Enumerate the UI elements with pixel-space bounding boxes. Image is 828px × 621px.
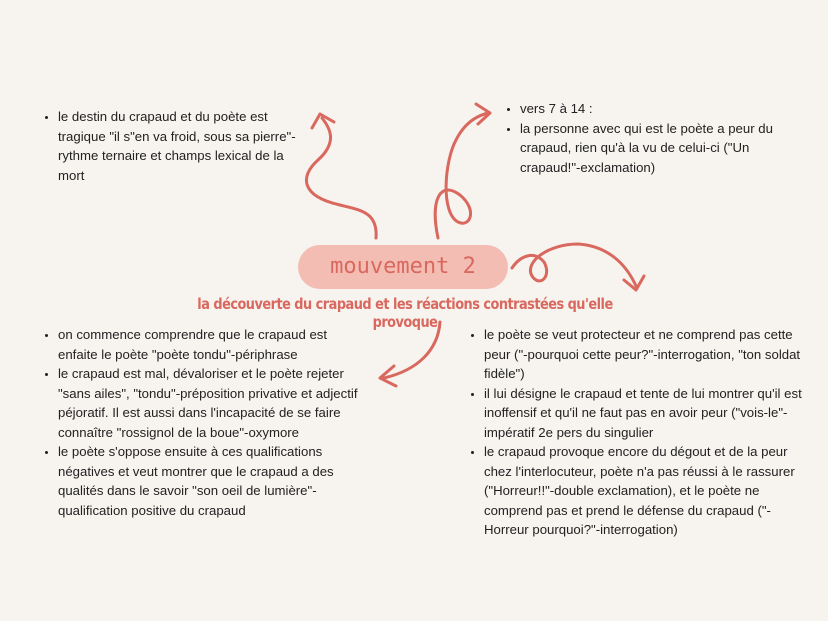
central-subtitle: la découverte du crapaud et les réactions contrastées qu'elle provoque	[197, 295, 613, 331]
list-item: • la personne avec qui est le poète a peur du crapaud, rien qu'à la vu de celui-ci ("Un crapaud!"-exclamation)	[520, 119, 798, 178]
top-right-note	[498, 99, 798, 177]
list-item: • le poète s'oppose ensuite à ces qualifications négatives et veut montrer que le crapaud a des qualités dans le savoir "son oeil de lumière"- qualification positive du crapaud	[58, 442, 366, 520]
list-item: • il lui désigne le crapaud et tente de lui montrer qu'il est inoffensif et qu'il ne faut pas en avoir peur ("vois-le"-impératif 2e pers du singulier	[484, 384, 802, 443]
list-item: • le crapaud provoque encore du dégout et de la peur chez l'interlocuteur, poète n'a pas réussi à le rassurer ("Horreur!!"-double exclamation), et le poète ne comprend pas et prend le défense du crapaud ("-Horreur pourquoi?"-interrogation)	[484, 442, 802, 540]
arrow-to-top-left	[306, 118, 376, 238]
list-item: • on commence comprendre que le crapaud est enfaite le poète "poète tondu"-périphrase	[58, 325, 366, 364]
central-node-title: mouvement 2	[330, 254, 476, 279]
top-left-note	[36, 107, 306, 185]
arrow-to-bottom-right	[512, 244, 636, 286]
list-item: • le destin du crapaud et du poète est tragique "il s"en va froid, sous sa pierre"- rythme ternaire et champs lexical de la mort	[58, 107, 306, 185]
list-item: • vers 7 à 14 :	[520, 99, 798, 119]
bottom-left-note	[36, 325, 366, 520]
arrow-to-top-right	[435, 113, 488, 238]
list-item: • le poète se veut protecteur et ne comprend pas cette peur ("-pourquoi cette peur?"-interrogation, "ton soldat fidèle")	[484, 325, 802, 384]
bottom-right-note	[462, 325, 802, 540]
list-item: • le crapaud est mal, dévaloriser et le poète rejeter "sans ailes", "tondu"-préposition privative et adjectif péjoratif. Il est aussi dans l'incapacité de se faire connaître "rossignol de la boue"-oxymore	[58, 364, 366, 442]
